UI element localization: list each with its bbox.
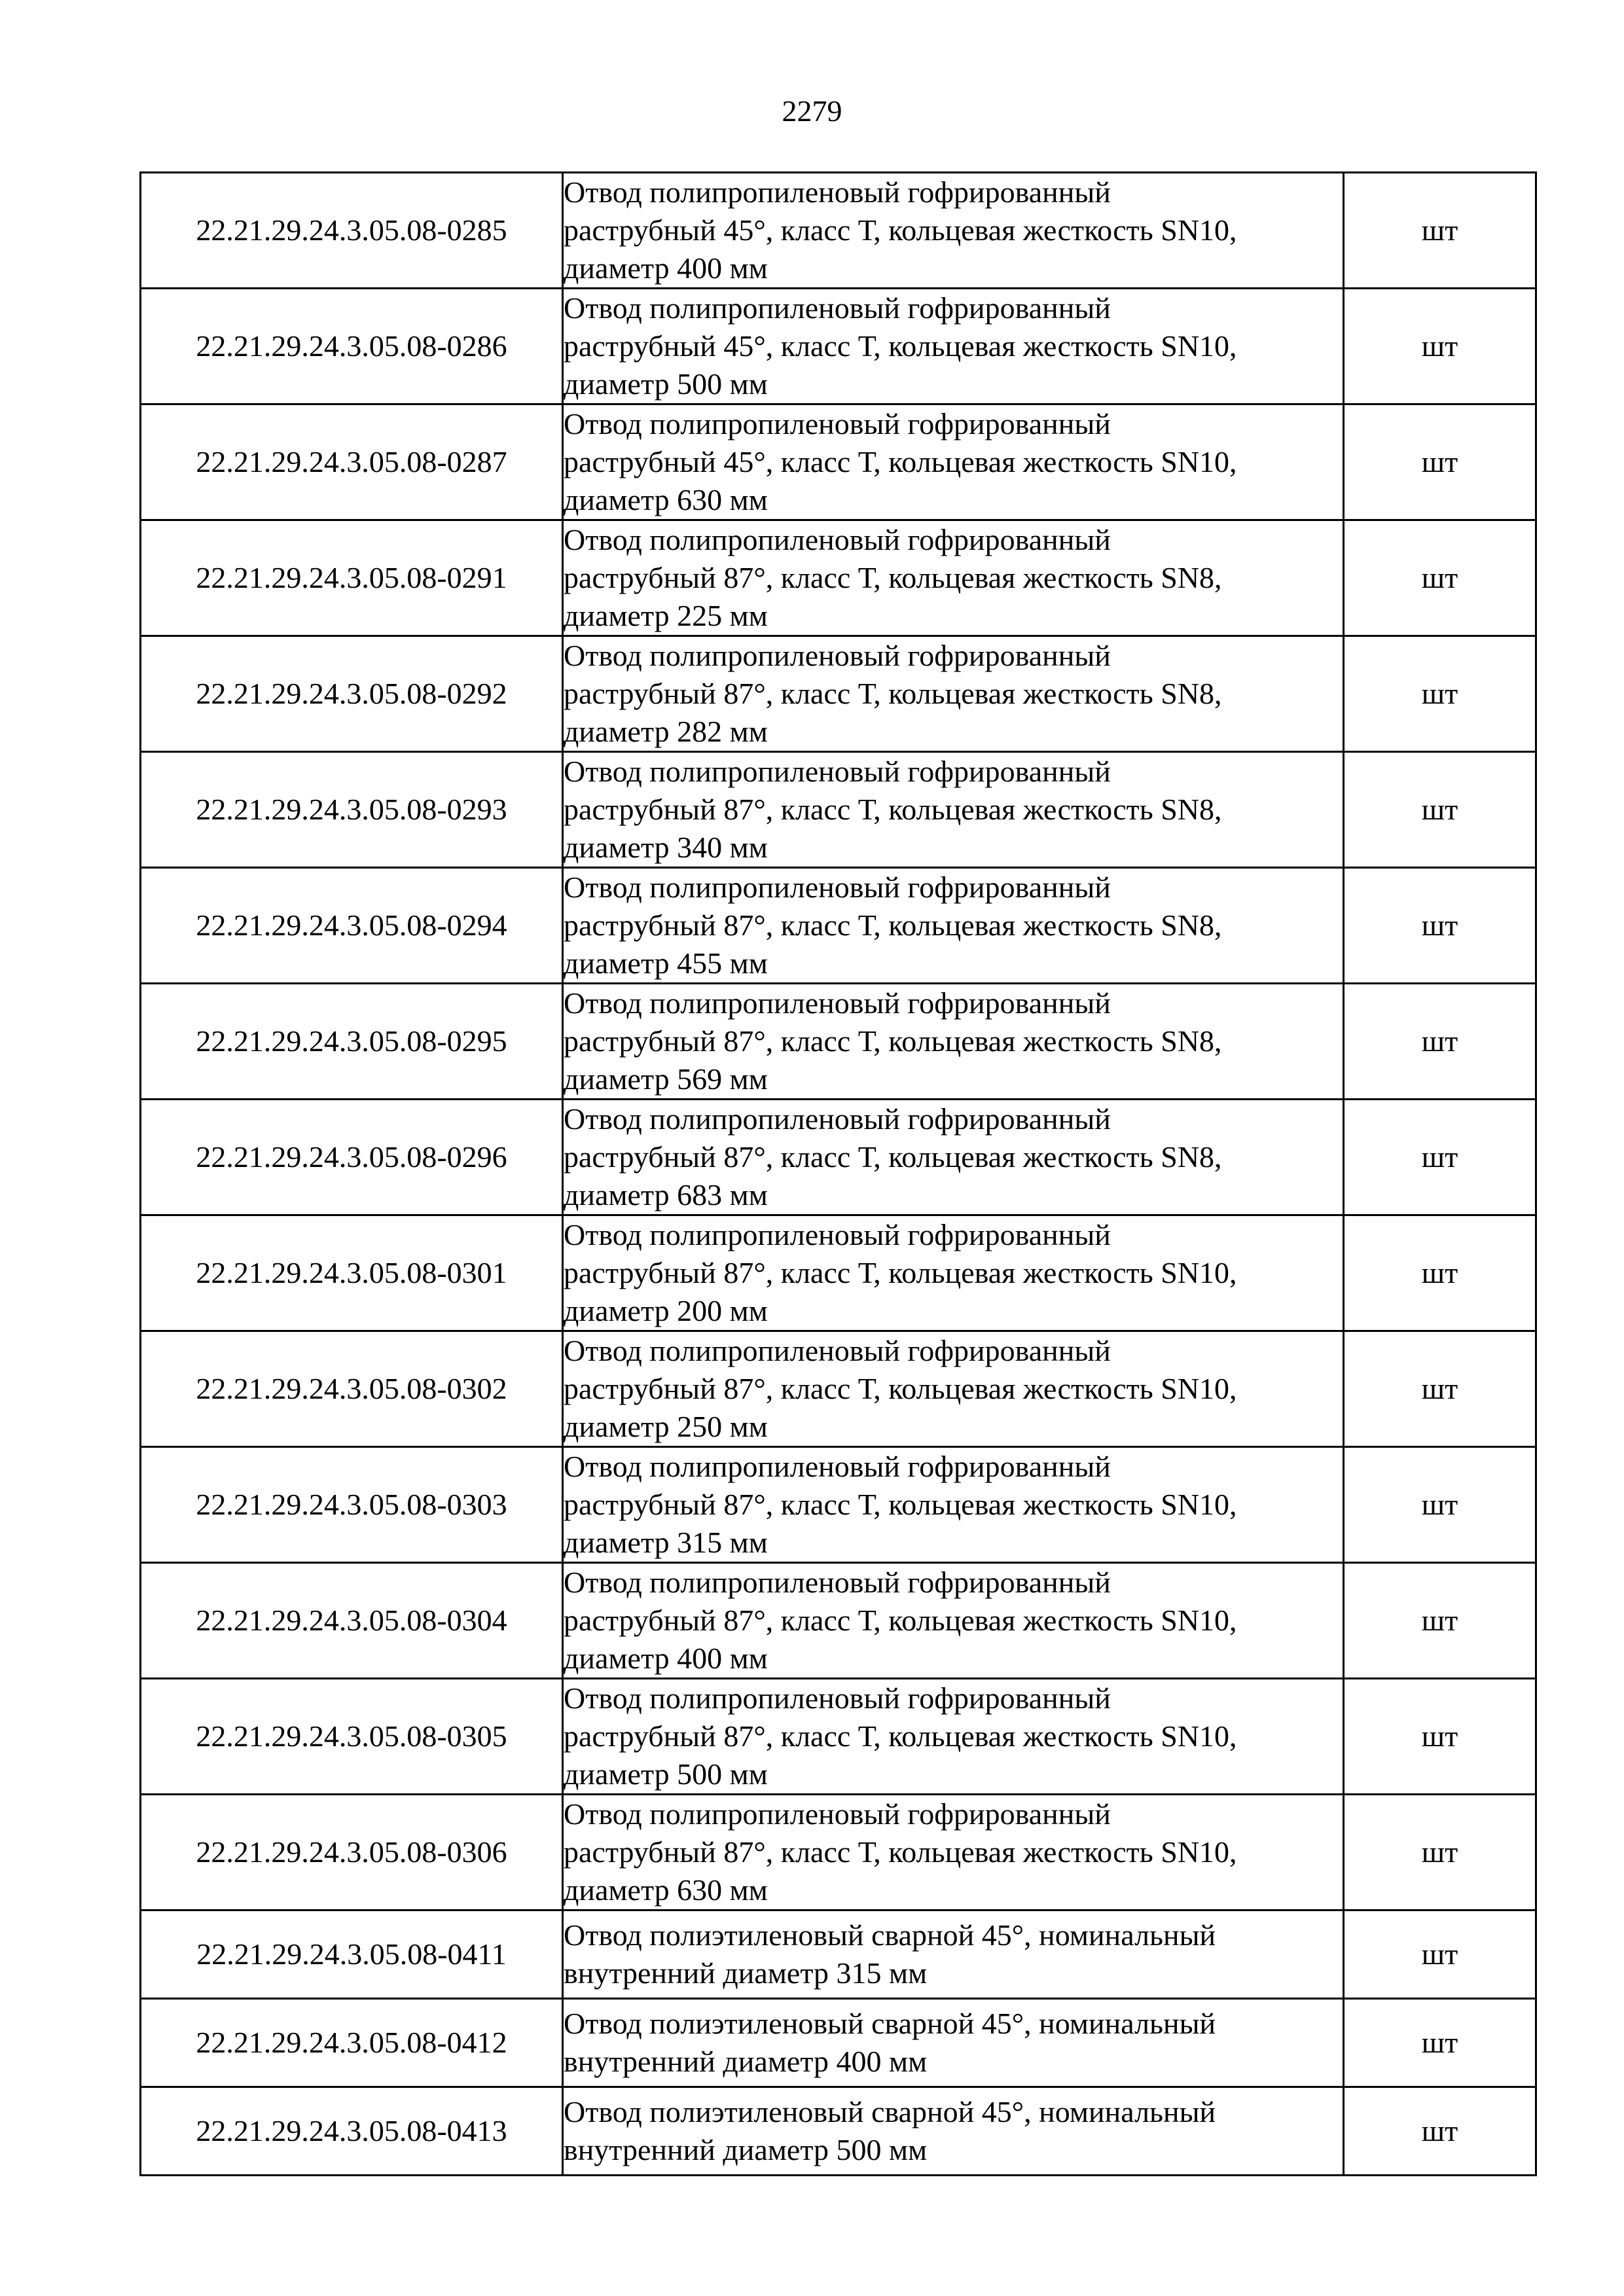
catalog-table [139,171,1537,2176]
item-code-cell: 22.21.29.24.3.05.08-0295 [141,984,563,1100]
item-code-cell: 22.21.29.24.3.05.08-0294 [141,868,563,984]
item-description-line: диаметр 683 мм [564,1178,768,1211]
item-description-line: раструбный 87°, класс Т, кольцевая жесткость SN10, [564,1488,1237,1521]
item-description-line: раструбный 45°, класс Т, кольцевая жесткость SN10, [564,213,1237,247]
item-unit-cell: шт [1344,1999,1536,2087]
table-row [141,1215,1536,1331]
item-description-line: раструбный 45°, класс Т, кольцевая жесткость SN10, [564,445,1237,478]
item-description-line: Отвод полиэтиленовый сварной 45°, номинальный [564,1918,1216,1952]
item-description-line: Отвод полипропиленовый гофрированный [564,175,1111,209]
item-code-cell: 22.21.29.24.3.05.08-0286 [141,289,563,404]
item-description-line: Отвод полипропиленовый гофрированный [564,1218,1111,1251]
item-description-cell [563,1100,1344,1215]
item-unit-cell: шт [1344,520,1536,636]
item-description-cell [563,289,1344,404]
item-description-line: внутренний диаметр 315 мм [564,1956,928,1990]
item-unit-cell: шт [1344,752,1536,868]
item-code-cell: 22.21.29.24.3.05.08-0411 [141,1910,563,1999]
catalog-table-body [141,173,1536,2176]
item-code-cell: 22.21.29.24.3.05.08-0304 [141,1563,563,1679]
item-description-line: Отвод полипропиленовый гофрированный [564,1450,1111,1483]
item-description-line: Отвод полипропиленовый гофрированный [564,1102,1111,1136]
item-description-line: диаметр 630 мм [564,483,768,516]
item-description-line: Отвод полипропиленовый гофрированный [564,870,1111,904]
page-number: 2279 [782,94,842,128]
item-description-line: внутренний диаметр 400 мм [564,2045,928,2078]
item-description-cell [563,1563,1344,1679]
item-code-cell: 22.21.29.24.3.05.08-0285 [141,173,563,289]
item-description-line: диаметр 630 мм [564,1873,768,1907]
item-unit-cell: шт [1344,2087,1536,2176]
item-description-line: Отвод полипропиленовый гофрированный [564,755,1111,788]
item-description-line: раструбный 87°, класс Т, кольцевая жесткость SN10, [564,1604,1237,1637]
item-description-line: раструбный 87°, класс Т, кольцевая жесткость SN8, [564,793,1222,826]
table-row [141,1795,1536,1910]
item-description-cell [563,404,1344,520]
item-description-line: диаметр 200 мм [564,1294,768,1327]
item-description-line: Отвод полиэтиленовый сварной 45°, номинальный [564,2095,1216,2128]
item-unit-cell: шт [1344,1679,1536,1795]
table-row [141,1679,1536,1795]
item-unit-cell: шт [1344,1447,1536,1563]
item-description-line: Отвод полипропиленовый гофрированный [564,1681,1111,1715]
item-description-line: раструбный 87°, класс Т, кольцевая жесткость SN8, [564,908,1222,942]
item-description-line: Отвод полипропиленовый гофрированный [564,639,1111,672]
item-description-line: Отвод полипропиленовый гофрированный [564,1797,1111,1831]
item-unit-cell: шт [1344,289,1536,404]
table-row [141,984,1536,1100]
table-row [141,1563,1536,1679]
item-code-cell: 22.21.29.24.3.05.08-0413 [141,2087,563,2176]
table-row [141,2087,1536,2176]
item-description-cell [563,1795,1344,1910]
item-description-line: диаметр 282 мм [564,715,768,748]
item-unit-cell: шт [1344,173,1536,289]
item-description-line: диаметр 569 мм [564,1062,768,1096]
item-code-cell: 22.21.29.24.3.05.08-0287 [141,404,563,520]
item-unit-cell: шт [1344,1910,1536,1999]
item-code-cell: 22.21.29.24.3.05.08-0412 [141,1999,563,2087]
item-description-line: раструбный 87°, класс Т, кольцевая жесткость SN10, [564,1719,1237,1753]
item-description-line: раструбный 87°, класс Т, кольцевая жесткость SN10, [564,1256,1237,1289]
item-code-cell: 22.21.29.24.3.05.08-0302 [141,1331,563,1447]
item-code-cell: 22.21.29.24.3.05.08-0305 [141,1679,563,1795]
item-unit-cell: шт [1344,868,1536,984]
item-description-cell [563,520,1344,636]
item-description-line: внутренний диаметр 500 мм [564,2133,928,2166]
item-unit-cell: шт [1344,1100,1536,1215]
table-row [141,1447,1536,1563]
item-description-line: диаметр 500 мм [564,367,768,401]
item-unit-cell: шт [1344,984,1536,1100]
item-description-line: раструбный 87°, класс Т, кольцевая жесткость SN10, [564,1372,1237,1405]
item-description-line: раструбный 45°, класс Т, кольцевая жесткость SN10, [564,329,1237,363]
item-description-line: диаметр 400 мм [564,1641,768,1675]
table-row [141,1910,1536,1999]
item-description-cell [563,1910,1344,1999]
item-description-line: Отвод полипропиленовый гофрированный [564,986,1111,1020]
item-description-line: Отвод полипропиленовый гофрированный [564,1566,1111,1599]
table-row [141,752,1536,868]
item-description-line: раструбный 87°, класс Т, кольцевая жесткость SN8, [564,677,1222,710]
item-description-cell [563,984,1344,1100]
item-unit-cell: шт [1344,636,1536,752]
item-description-cell [563,1999,1344,2087]
item-unit-cell: шт [1344,1563,1536,1679]
item-code-cell: 22.21.29.24.3.05.08-0292 [141,636,563,752]
item-description-line: раструбный 87°, класс Т, кольцевая жесткость SN10, [564,1835,1237,1869]
item-code-cell: 22.21.29.24.3.05.08-0293 [141,752,563,868]
item-description-line: Отвод полипропиленовый гофрированный [564,291,1111,325]
item-code-cell: 22.21.29.24.3.05.08-0291 [141,520,563,636]
item-code-cell: 22.21.29.24.3.05.08-0296 [141,1100,563,1215]
item-code-cell: 22.21.29.24.3.05.08-0303 [141,1447,563,1563]
item-unit-cell: шт [1344,1331,1536,1447]
item-description-cell [563,1331,1344,1447]
item-description-line: диаметр 500 мм [564,1757,768,1791]
item-description-line: диаметр 250 мм [564,1410,768,1443]
table-row [141,173,1536,289]
item-unit-cell: шт [1344,1795,1536,1910]
item-description-line: раструбный 87°, класс Т, кольцевая жесткость SN8, [564,561,1222,594]
item-unit-cell: шт [1344,404,1536,520]
table-row [141,1999,1536,2087]
table-row [141,1100,1536,1215]
item-description-line: Отвод полипропиленовый гофрированный [564,523,1111,556]
item-description-cell [563,1679,1344,1795]
item-unit-cell: шт [1344,1215,1536,1331]
table-row [141,636,1536,752]
table-row [141,1331,1536,1447]
item-code-cell: 22.21.29.24.3.05.08-0301 [141,1215,563,1331]
table-row [141,520,1536,636]
item-description-cell [563,1447,1344,1563]
item-description-cell [563,752,1344,868]
item-description-cell [563,868,1344,984]
item-description-line: Отвод полипропиленовый гофрированный [564,1334,1111,1367]
table-row [141,289,1536,404]
item-description-line: раструбный 87°, класс Т, кольцевая жесткость SN8, [564,1024,1222,1058]
item-code-cell: 22.21.29.24.3.05.08-0306 [141,1795,563,1910]
item-description-line: диаметр 340 мм [564,831,768,864]
item-description-cell [563,2087,1344,2176]
item-description-line: раструбный 87°, класс Т, кольцевая жесткость SN8, [564,1140,1222,1174]
item-description-cell [563,173,1344,289]
item-description-line: диаметр 455 мм [564,946,768,980]
item-description-line: диаметр 400 мм [564,251,768,285]
item-description-line: Отвод полипропиленовый гофрированный [564,407,1111,440]
table-row [141,868,1536,984]
item-description-line: диаметр 315 мм [564,1526,768,1559]
item-description-cell [563,636,1344,752]
item-description-cell [563,1215,1344,1331]
table-row [141,404,1536,520]
item-description-line: Отвод полиэтиленовый сварной 45°, номинальный [564,2007,1216,2040]
item-description-line: диаметр 225 мм [564,599,768,632]
